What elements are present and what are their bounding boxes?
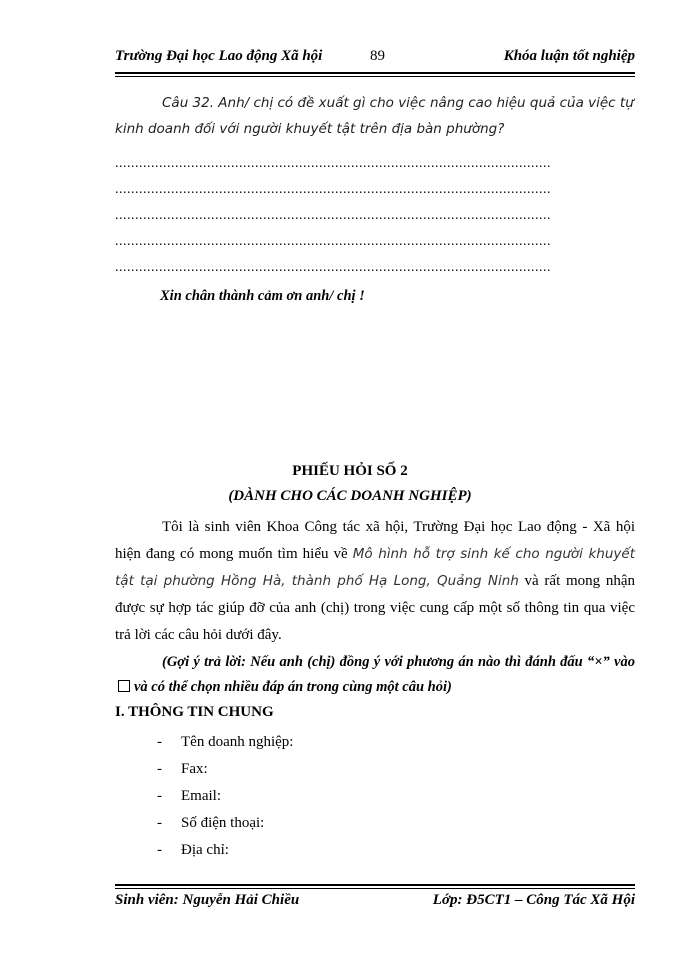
bullet-dash: - [157,788,162,804]
intro-text-end: và rất mong nhận được sự hợp tác giúp đỡ của anh (chị) trong việc cung cấp một số thông tin qua việc trả lời các câu hỏi dưới đây. [115,573,635,643]
hint-text: (Gợi ý trả lời: Nếu anh (chị) đồng ý với phương án nào thì đánh đấu “×” vào [162,654,635,670]
field-label: Email: [181,788,221,804]
header-university: Trường Đại học Lao động Xã hội [115,48,323,64]
header-rule [115,72,635,74]
answer-line[interactable]: ............................................................................................................. [115,234,551,249]
survey-title: PHIẾU HỎI SỐ 2 [292,463,408,479]
page-number: 89 [370,48,385,64]
intro-model-name: Mô hình hỗ trợ sinh kế cho người khuyết tật tại phường Hồng Hà, thành phố Hạ Long, Quảng Ninh [115,546,636,589]
field-label: Số điện thoại: [181,815,265,831]
footer-rule-thin [115,888,635,889]
bullet-dash: - [157,842,162,858]
answer-line[interactable]: ............................................................................................................. [115,156,551,171]
question-32 [115,90,635,142]
answer-line[interactable]: ............................................................................................................. [115,182,551,197]
header-thesis: Khóa luận tốt nghiệp [503,48,635,64]
question-line-2: kinh doanh đối với người khuyết tật trên địa bàn phường? [115,121,505,137]
bullet-dash: - [157,761,162,777]
survey-subtitle: (DÀNH CHO CÁC DOANH NGHIỆP) [228,488,472,504]
bullet-dash: - [157,815,162,831]
bullet-dash: - [157,734,162,750]
hint-text-end: và có thể chọn nhiều đáp án trong cùng một câu hỏi) [134,679,452,695]
checkbox-icon [118,680,130,692]
thanks-note: Xin chân thành cảm ơn anh/ chị ! [160,288,365,304]
page-header [115,48,635,70]
footer-student: Sinh viên: Nguyễn Hải Chiều [115,892,300,908]
field-label: Địa chỉ: [181,842,229,858]
field-label: Fax: [181,761,208,777]
header-rule-thin [115,76,635,77]
survey-intro [115,514,635,649]
footer-rule [115,884,635,886]
question-line-1: Câu 32. Anh/ chị có đề xuất gì cho việc nâng cao hiệu quả của việc tự [162,95,634,111]
page-footer [115,892,635,914]
answer-hint [115,650,635,700]
intro-text: Tôi là sinh viên Khoa Công tác xã hội, Trường Đại học Lao động - Xã hội hiện đang có mong muốn tìm hiểu về [115,519,635,562]
field-label: Tên doanh nghiệp: [181,734,294,750]
section-title: I. THÔNG TIN CHUNG [115,704,274,720]
answer-line[interactable]: ............................................................................................................. [115,260,551,275]
footer-class: Lớp: Đ5CT1 – Công Tác Xã Hội [432,892,635,908]
answer-line[interactable]: ............................................................................................................. [115,208,551,223]
